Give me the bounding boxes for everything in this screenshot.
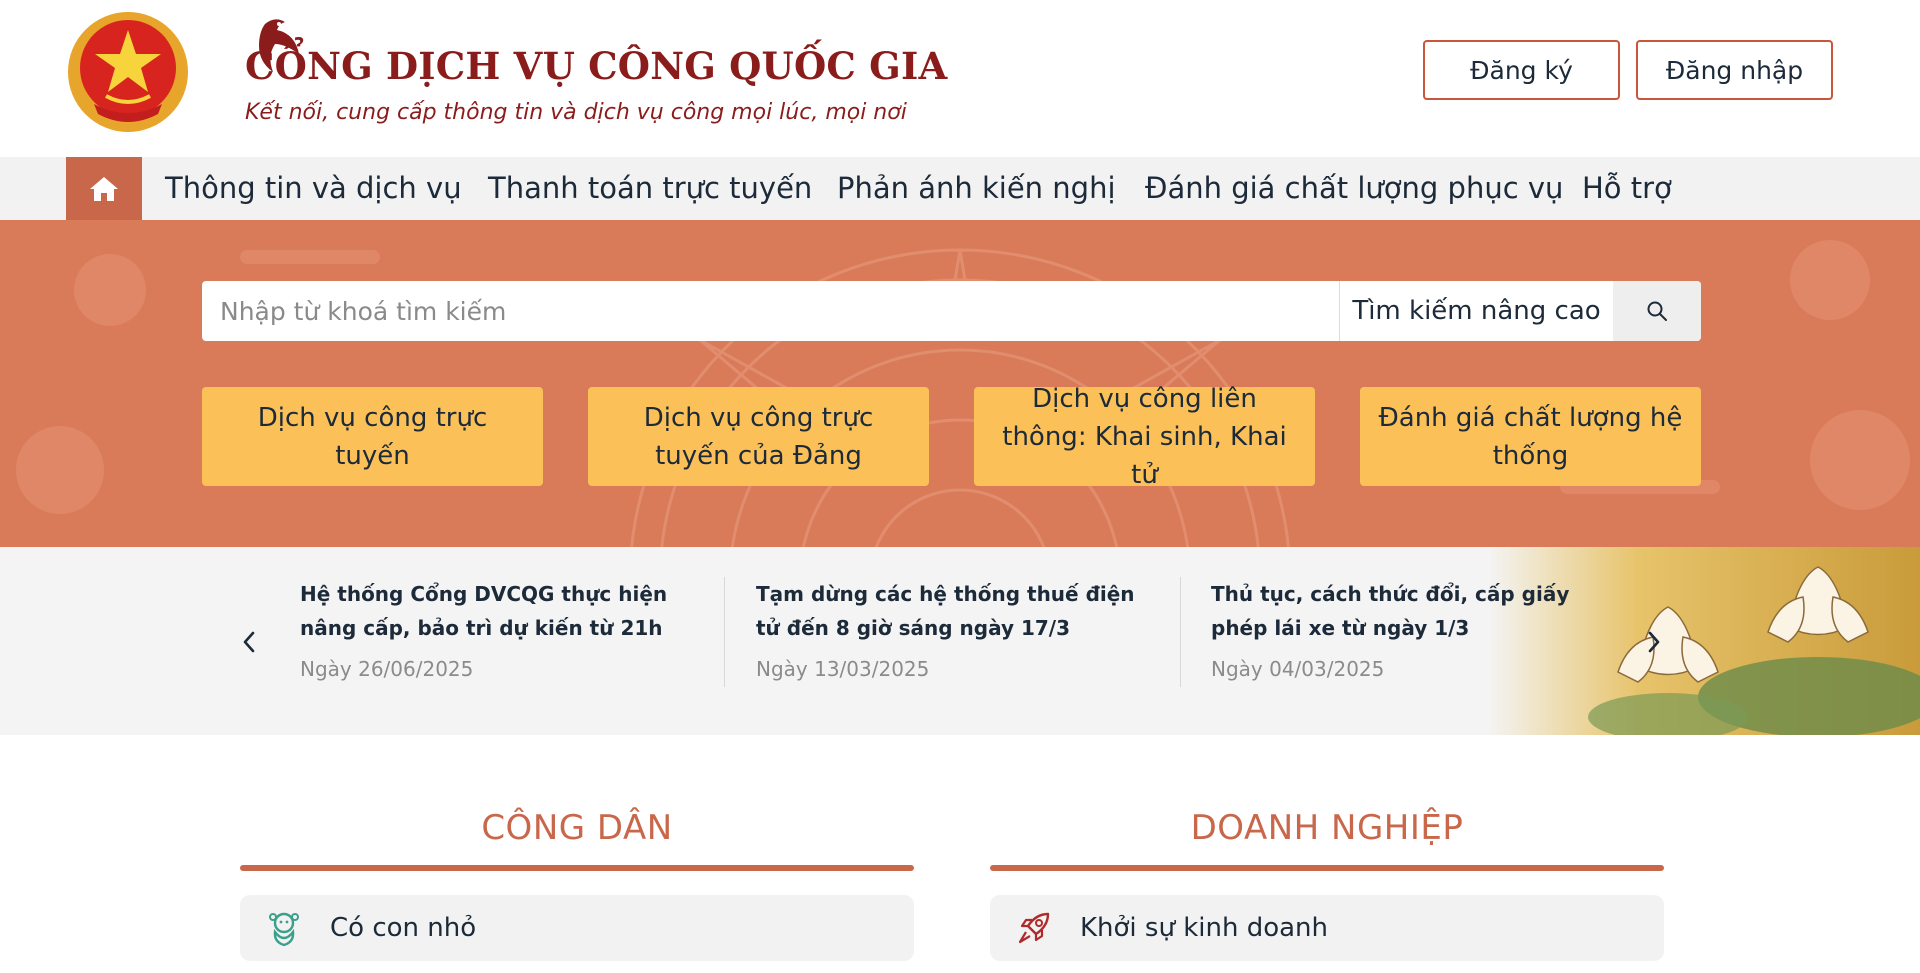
baby-icon [262, 906, 306, 950]
business-section-underline [990, 865, 1664, 871]
citizen-section-underline [240, 865, 914, 871]
business-section-title[interactable]: DOANH NGHIỆP [1190, 808, 1464, 848]
news-date: Ngày 13/03/2025 [756, 657, 930, 681]
news-divider [1180, 577, 1181, 687]
business-item-label: Khởi sự kinh doanh [1080, 913, 1329, 943]
citizen-section-title[interactable]: CÔNG DÂN [481, 808, 673, 848]
carousel-next-button[interactable] [1642, 625, 1666, 659]
quick-link-online-services[interactable]: Dịch vụ công trực tuyến [202, 387, 543, 486]
nav-item-feedback[interactable]: Phản ánh kiến nghị [837, 171, 1116, 205]
chevron-right-icon [1647, 630, 1661, 654]
home-icon [88, 175, 120, 203]
citizen-item-label: Có con nhỏ [330, 913, 477, 943]
nav-item-support[interactable]: Hỗ trợ [1582, 171, 1672, 205]
brand-title: CỔNG DỊCH VỤ CÔNG QUỐC GIA [245, 44, 948, 88]
register-button[interactable]: Đăng ký [1423, 40, 1620, 100]
quick-link-party-services[interactable]: Dịch vụ công trực tuyến của Đảng [588, 387, 929, 486]
hero-banner [0, 220, 1920, 547]
news-item[interactable] [1211, 577, 1611, 681]
news-item[interactable] [756, 577, 1156, 681]
news-date: Ngày 26/06/2025 [300, 657, 474, 681]
news-carousel [0, 547, 1920, 735]
login-button[interactable]: Đăng nhập [1636, 40, 1833, 100]
drum-pattern-background [0, 220, 1920, 547]
nav-item-service-rating[interactable]: Đánh giá chất lượng phục vụ [1145, 171, 1564, 205]
search-input[interactable] [202, 281, 1339, 341]
carousel-prev-button[interactable] [237, 625, 261, 659]
news-title[interactable]: Thủ tục, cách thức đổi, cấp giấy phép lái xe từ ngày 1/3 [1211, 582, 1570, 640]
citizen-item-small-children[interactable] [240, 895, 914, 961]
quick-link-system-rating[interactable]: Đánh giá chất lượng hệ thống [1360, 387, 1701, 486]
search-icon [1646, 300, 1668, 322]
news-date: Ngày 04/03/2025 [1211, 657, 1385, 681]
news-title[interactable]: Hệ thống Cổng DVCQG thực hiện nâng cấp, bảo trì dự kiến từ 21h [300, 582, 668, 640]
rocket-icon [1012, 906, 1056, 950]
news-item[interactable] [300, 577, 700, 681]
header [0, 0, 1920, 157]
brand-subtitle: Kết nối, cung cấp thông tin và dịch vụ công mọi lúc, mọi nơi [245, 100, 907, 125]
nav-home-button[interactable] [66, 157, 142, 220]
main-nav [0, 157, 1920, 220]
business-item-start-up[interactable] [990, 895, 1664, 961]
nav-item-online-payment[interactable]: Thanh toán trực tuyến [488, 171, 813, 205]
national-emblem-icon[interactable] [66, 10, 190, 134]
advanced-search-button[interactable]: Tìm kiếm nâng cao [1339, 281, 1613, 341]
nav-item-info-services[interactable]: Thông tin và dịch vụ [165, 171, 462, 205]
news-divider [724, 577, 725, 687]
news-title[interactable]: Tạm dừng các hệ thống thuế điện tử đến 8 giờ sáng ngày 17/3 [756, 582, 1135, 640]
quick-link-birth-death[interactable]: Dịch vụ công liên thông: Khai sinh, Khai tử [974, 387, 1315, 486]
search-bar [202, 281, 1701, 341]
chevron-left-icon [242, 630, 256, 654]
search-button[interactable] [1613, 281, 1701, 341]
